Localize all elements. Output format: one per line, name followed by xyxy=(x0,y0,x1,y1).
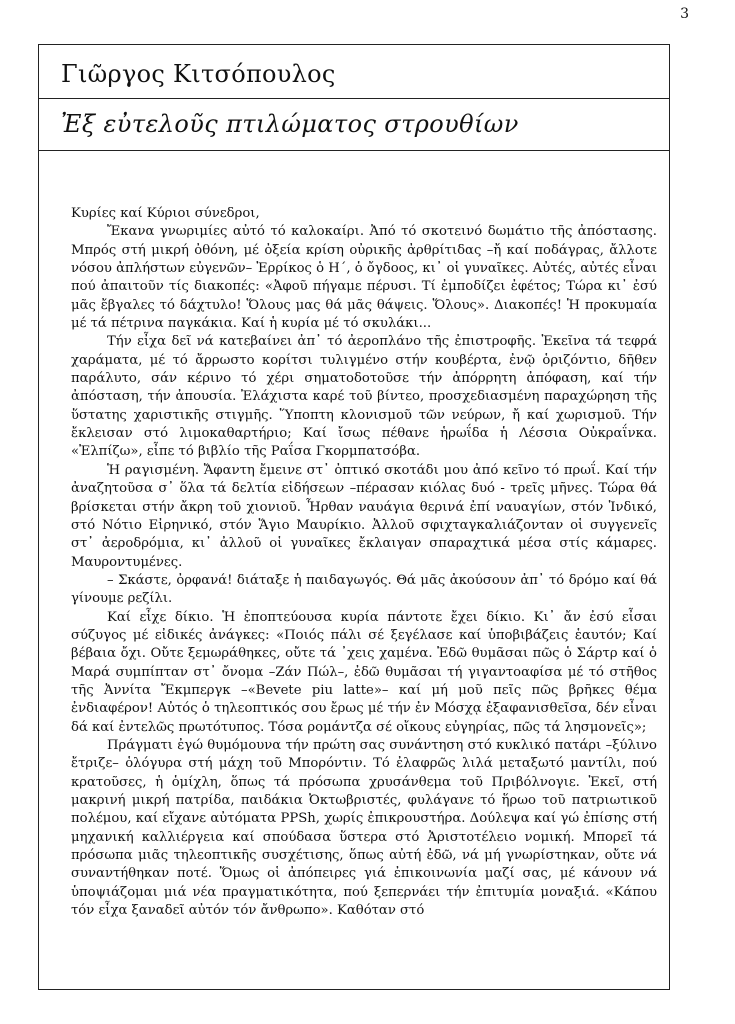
paragraph: Καί εἶχε δίκιο. Ἡ ἐποπτεύουσα κυρία πάντοτε ἔχει δίκιο. Κι᾽ ἄν ἐσύ εἶσαι σύζυγος μέ εἰδικές ἀνάγκες: «Ποιός πάλι σέ ξεγέλασε καί ὑποβιβάζεις ἑαυτόν; Καί βέβαια ὄχι. Οὔτε ξεμωράθηκες, οὔτε τά ᾽χεις χαμένα. Ἐδῶ θυμᾶσαι πῶς ὁ Σάρτρ καί ὁ Μαρά συμπίπταν στ᾽ ὄνομα –Ζάν Πώλ–, ἐδῶ θυμᾶσαι τή γιγαντοαφίσα μέ τό στῆθος τῆς Ἀννίτα Ἔκμπεργκ –«Bevete piu latte»– καί μή μοῦ πεῖς πῶς βρῆκες θέμα ἐνδιαφέρον! Αὐτός ὁ τηλεοπτικός σου ἔρως μέ τήν ἐν Μόσχᾳ ἐξαφανισθεῖσα, δέν εἶναι δά καί ἐντελῶς πρωτότυπος. Τόσα ρομάντζα σέ οἴκους εὐγηρίας, πῶς τά λησμονεῖς»; xyxy=(71,609,657,735)
article-title: Ἐξ εὐτελοῦς πτιλώματος στρουθίων xyxy=(39,99,669,151)
dialogue-paragraph: – Σκάστε, ὀρφανά! διάταξε ἡ παιδαγωγός. Θά μᾶς ἀκούσουν ἀπ᾽ τό δρόμο καί θά γίνουμε ρεζίλι. xyxy=(71,572,657,607)
salutation: Κυρίες καί Κύριοι σύνεδροι, xyxy=(71,206,260,221)
article-frame xyxy=(38,44,670,990)
page-number: 3 xyxy=(680,6,689,22)
author-name: Γιῶργος Κιτσόπουλος xyxy=(39,45,669,99)
paragraph: Πράγματι ἐγώ θυμόμουνα τήν πρώτη σας συνάντηση στό κυκλικό πατάρι –ξύλινο ἔτριζε– ὁλόγυρα στή μάχη τοῦ Μπορόντιν. Τό ἐλαφρῶς λιλά μεταξωτό μαντίλι, πού κρατοῦσες, ἡ ὁμίχλη, ὅπως τά πρόσωπα χρυσάνθεμα τοῦ Πριβόλνογιε. Ἐκεῖ, στή μακρινή μικρή πατρίδα, παιδάκια Ὀκτωβριστές, φυλάγανε τό ἥρωο τοῦ πατριωτικοῦ πολέμου, καί εἴχανε αὐτόματα PPSh, χωρίς ἐπικρουστήρα. Δούλεψα καί γώ ἐπίσης στή μηχανική καλλιέργεια καί σπούδασα ὕστερα στό Ἀριστοτέλειο νομική. Μπορεῖ τά πρόσωπα μιᾶς τηλεοπτικῆς συσχέτισης, ὅπως αὐτή ἐδῶ, νά μή γνωρίστηκαν, οὔτε νά συναντήθηκαν ποτέ. Ὅμως οἱ ἀπόπειρες γιά ἐπικοινωνία μαζί σας, μέ κάνουν νά ὑποψιάζομαι μιά νέα πραγματικότητα, πού ξεπερνάει τήν ἐπιτυμία μοναξιά. «Κάπου τόν εἶχα ξαναδεῖ αὐτόν τόν ἄνθρωπο». Καθόταν στό xyxy=(71,737,657,919)
paragraph: Τήν εἶχα δεῖ νά κατεβαίνει ἀπ᾽ τό ἀεροπλάνο τῆς ἐπιστροφῆς. Ἐκεῖνα τά τεφρά χαράματα, μέ τό ἄρρωστο κορίτσι τυλιγμένο στήν κουβέρτα, ἐνῷ ὁριζόντιο, δῆθεν παράλυτο, σάν κέρινο τό χέρι σηματοδοτοῦσε τήν ἀπόρρητη ἀπόφαση, καί τήν ἀπόσταση, τήν ἀπουσία. Ἐλάχιστα καρέ τοῦ βίντεο, προσχεδιασμένη παραχώρηση τῆς ὕστατης χαριστικῆς στιγμῆς. Ὕποπτη κλονισμοῦ τῶν νεύρων, ἤ καί χωρισμοῦ. Τήν ἔκλεισαν στό λιμοκαθαρτήριο; Καί ἴσως πέθανε ἡρωΐδα ἡ Λέσσια Οὐκραΐνκα. «Ἐλπίζω», εἶπε τό βιβλίο τῆς Ραΐσα Γκορμπατσόβα. xyxy=(71,334,657,460)
paragraph: Ἔκανα γνωριμίες αὐτό τό καλοκαίρι. Ἀπό τό σκοτεινό δωμάτιο τῆς ἀπόστασης. Μπρός στή μικρή ὀθόνη, μέ ὀξεία κρίση οὐρικῆς ἀρθρίτιδας –ἤ καί ποδάγρας, ἄλλοτε νόσου ἀπλήστων εὐγενῶν– Ἐρρίκος ὁ Η΄, ὁ ὄγδοος, κι᾽ οἱ γυναῖκες. Αὐτές, αὐτές εἶναι πού ἀπαιτοῦν τίς διακοπές: «Ἀφοῦ πήγαμε πέρυσι. Τί ἐμποδίζει ἐφέτος; Τώρα κι᾽ ἐσύ μᾶς ἔβγαλες τό δάχτυλο! Ὅλους μας θά μᾶς θάψεις. Ὅλους». Διακοπές! Ἡ προκυμαία μέ τά πέτρινα παγκάκια. Καί ἡ κυρία μέ τό σκυλάκι... xyxy=(71,224,657,332)
article-body xyxy=(71,205,657,920)
paragraph: Ἡ ραγισμένη. Ἄφαντη ἔμεινε στ᾽ ὀπτικό σκοτάδι μου ἀπό κεῖνο τό πρωΐ. Καί τήν ἀναζητοῦσα σ᾽ ὅλα τά δελτία εἰδήσεων –πέρασαν κιόλας δυό - τρεῖς μῆνες. Τώρα θά βρίσκεται στήν ἄκρη τοῦ χιονιοῦ. Ἦρθαν ναυάγια θερινά ἐπί ναυαγίων, στόν Ἰνδικό, στό Νότιο Εἰρηνικό, στόν Ἅγιο Μαυρίκιο. Ἀλλοῦ σφιχταγκαλιάζονταν οἱ συγγενεῖς στ᾽ ἀεροδρόμια, κι᾽ ἀλλοῦ οἱ γυναῖκες ἔκλαιγαν σπαραχτικά μέσα στίς κάμαρες. Μαυροντυμένες. xyxy=(71,462,657,570)
